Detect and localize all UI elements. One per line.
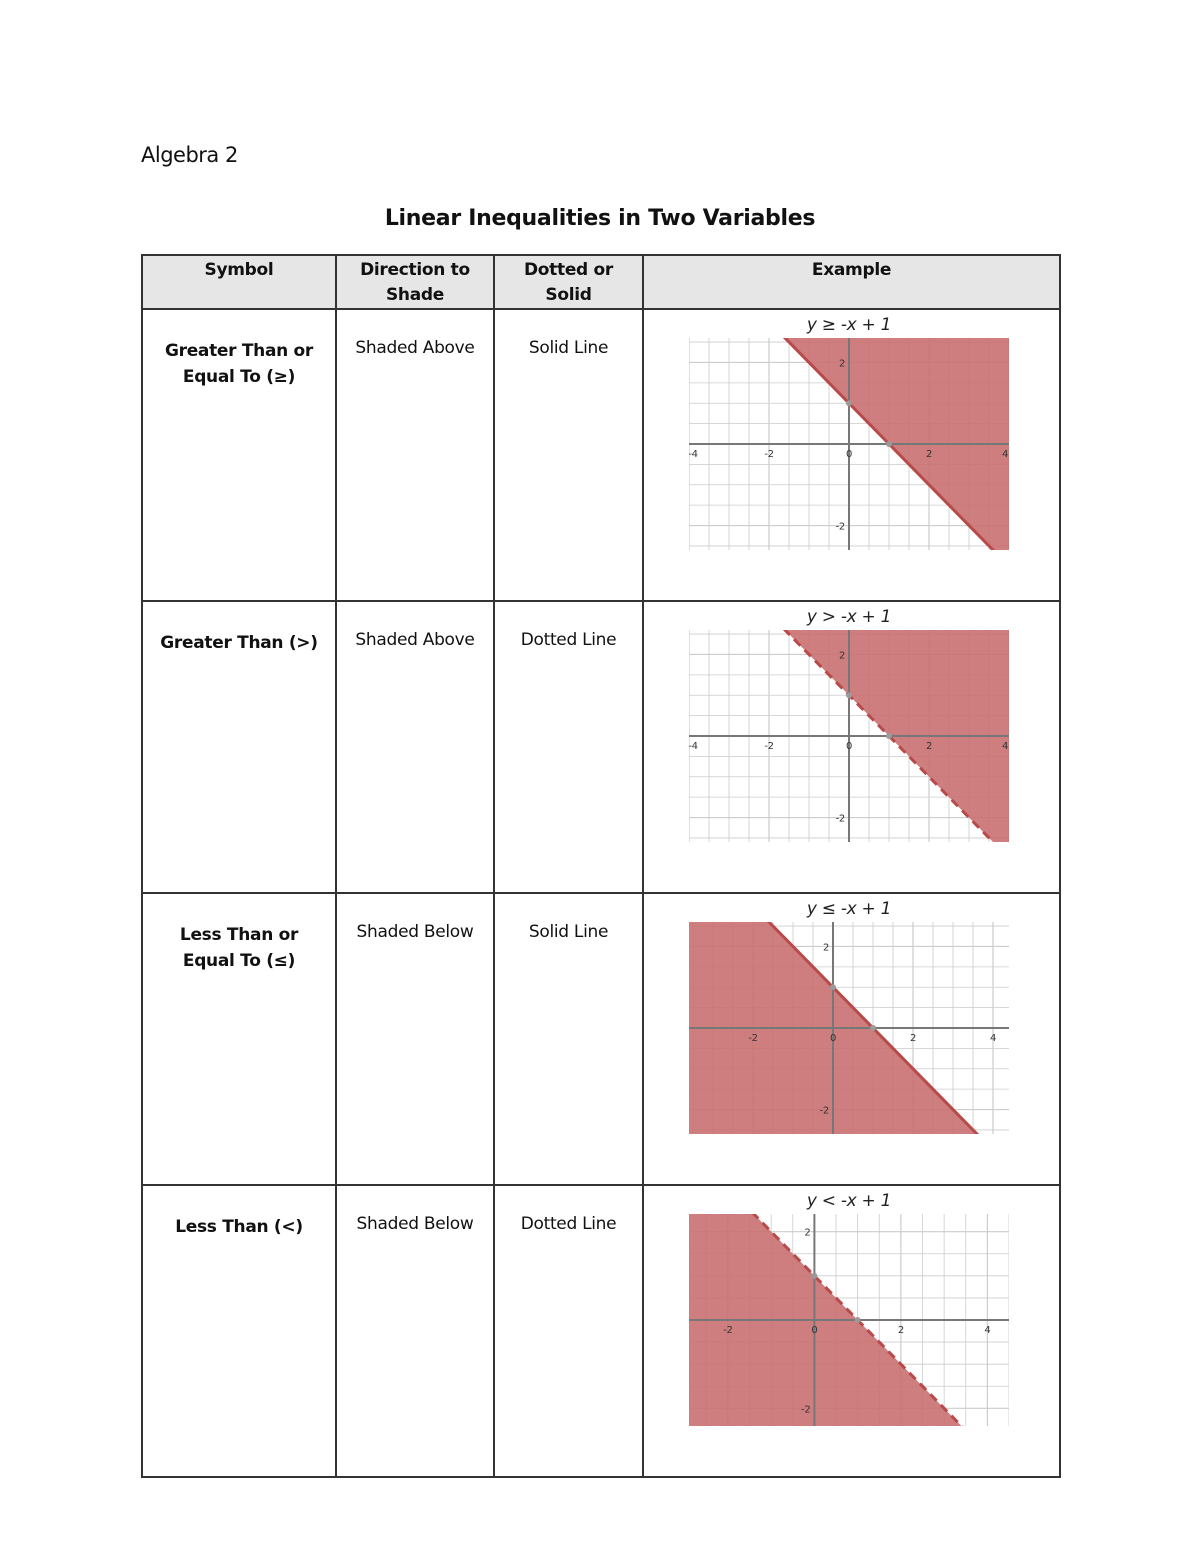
course-name: Algebra 2: [141, 143, 238, 167]
example-graph: [644, 602, 1057, 860]
y-tick-label: -2: [835, 521, 845, 533]
line-style-cell: Dotted Line: [494, 1185, 643, 1477]
shaded-region: [689, 1186, 1009, 1444]
symbol-cell: Less Than or Equal To (≤): [142, 893, 336, 1185]
x-tick-label: 0: [829, 1033, 837, 1044]
x-tick-label: 4: [989, 1033, 997, 1044]
example-graph: [644, 1186, 1057, 1444]
x-tick-label: -2: [723, 1325, 733, 1336]
x-tick-label: 2: [897, 1325, 904, 1336]
line-style-cell: Solid Line: [494, 309, 643, 601]
line-style-cell: Solid Line: [494, 893, 643, 1185]
x-tick-label: -2: [764, 449, 774, 460]
direction-cell: Shaded Below: [336, 1185, 494, 1477]
equation-label: y > -x + 1: [806, 607, 892, 627]
header-example: Example: [643, 255, 1060, 309]
intercept-point: [855, 1317, 861, 1323]
x-tick-label: -2: [748, 1033, 758, 1044]
table-row: [142, 1185, 1060, 1477]
symbol-cell: Greater Than or Equal To (≥): [142, 309, 336, 601]
example-graph: [644, 894, 1057, 1152]
example-cell: [643, 1185, 1060, 1477]
direction-cell: Shaded Above: [336, 601, 494, 893]
equation-label: y ≤ -x + 1: [806, 899, 892, 919]
example-cell: [643, 601, 1060, 893]
symbol-cell: Less Than (<): [142, 1185, 336, 1477]
x-tick-label: -4: [688, 449, 698, 460]
example-cell: [643, 309, 1060, 601]
intercept-point: [886, 733, 892, 739]
direction-cell: Shaded Above: [336, 309, 494, 601]
table-row: [142, 309, 1060, 601]
x-tick-label: 0: [845, 449, 853, 460]
x-tick-label: -4: [688, 741, 698, 752]
x-tick-label: 2: [909, 1033, 917, 1044]
intercept-point: [846, 692, 852, 698]
intercept-point: [846, 400, 852, 406]
inequalities-table: [141, 254, 1061, 1478]
equation-label: y ≥ -x + 1: [806, 315, 892, 335]
header-line-style: Dotted or Solid: [494, 255, 643, 309]
table-row: [142, 601, 1060, 893]
shaded-region: [689, 894, 1009, 1152]
y-tick-label: 2: [822, 942, 829, 954]
intercept-point: [870, 1025, 876, 1031]
y-tick-label: -2: [835, 813, 845, 825]
y-tick-label: 2: [838, 358, 845, 370]
y-tick-label: 2: [838, 650, 845, 662]
x-tick-label: 4: [1001, 449, 1009, 460]
y-tick-label: -2: [801, 1404, 811, 1416]
direction-cell: Shaded Below: [336, 893, 494, 1185]
example-cell: [643, 893, 1060, 1185]
intercept-point: [830, 984, 836, 990]
x-tick-label: 2: [925, 741, 933, 752]
table-row: [142, 893, 1060, 1185]
y-tick-label: -2: [819, 1105, 829, 1117]
x-tick-label: 2: [925, 449, 933, 460]
intercept-point: [811, 1273, 817, 1279]
table-header-row: [142, 255, 1060, 309]
line-style-cell: Dotted Line: [494, 601, 643, 893]
header-direction: Direction to Shade: [336, 255, 494, 309]
example-graph: [644, 310, 1057, 568]
x-tick-label: 0: [811, 1325, 818, 1336]
x-tick-label: 4: [1001, 741, 1009, 752]
page-title: Linear Inequalities in Two Variables: [384, 206, 816, 231]
header-symbol: Symbol: [142, 255, 336, 309]
equation-label: y < -x + 1: [806, 1191, 892, 1211]
x-tick-label: 4: [984, 1325, 991, 1336]
x-tick-label: -2: [764, 741, 774, 752]
x-tick-label: 0: [845, 741, 853, 752]
symbol-cell: Greater Than (>): [142, 601, 336, 893]
y-tick-label: 2: [804, 1227, 811, 1239]
intercept-point: [886, 441, 892, 447]
